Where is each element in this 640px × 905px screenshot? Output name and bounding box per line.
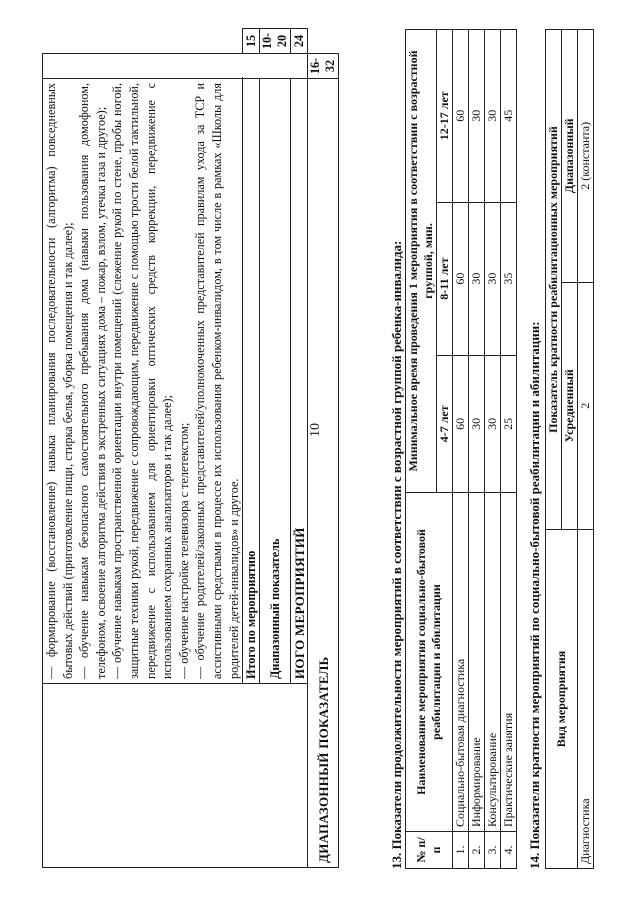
row-num: 1.	[453, 832, 469, 869]
range-total-label: ДИАПАЗОННЫЙ ПОКАЗАТЕЛЬ	[308, 79, 339, 868]
row-name: Консультирование	[485, 493, 501, 832]
total-value: 15	[243, 29, 260, 54]
row-name: Практические занятия	[501, 493, 517, 832]
row-num: 4.	[501, 832, 517, 869]
row-value: 25	[501, 355, 517, 492]
row-num: 3.	[485, 832, 501, 869]
age-group-header: 12-17 лет	[437, 30, 453, 203]
activity-description-cell	[43, 79, 243, 684]
total-activities-label: ИОГО МЕРОПРИЯТИЙ	[291, 54, 308, 684]
col-group-header: Показатель кратности реабилитационных мероприятий	[546, 30, 562, 530]
activity-name-cell	[43, 684, 308, 868]
duration-table	[405, 29, 517, 869]
age-group-header: 8-11 лет	[437, 202, 453, 355]
range-total-value: 16-32	[308, 54, 339, 79]
row-value: 35	[501, 202, 517, 355]
row-value: 30	[485, 30, 501, 203]
row-value: 60	[453, 30, 469, 203]
row-value: 30	[469, 355, 485, 492]
table-row	[469, 30, 485, 869]
section-14-heading: 14. Показатели кратности мероприятий по социально-бытовой реабилитации и абилитации:	[527, 321, 542, 869]
row-value: 30	[485, 202, 501, 355]
row-value: 60	[453, 355, 469, 492]
paragraph-3: — обучение навыкам пространственной ориентации внутри помещений (слежение рукой по стене, пробы ногой, защитные техники рукой, передвижение с сопровождающим, передвижение с помощью трости белой тактильной, передвижение с использованием для ориентировки оптических средств коррекции, передвижение с использованием сохранных анализаторов и так далее);	[110, 83, 175, 679]
age-group-header: 4-7 лет	[437, 355, 453, 492]
table-row	[453, 30, 469, 869]
total-activity-label: Итого по мероприятию	[243, 54, 260, 684]
row-value: 2	[578, 282, 594, 529]
section-13-heading: 13. Показатели продолжительности мероприятий в соответствии с возрастной группой ребенка-инвалида:	[389, 240, 404, 869]
row-value: 60	[453, 202, 469, 355]
col-type-header: Вид мероприятия	[546, 530, 578, 869]
total-value: 10-20	[260, 29, 291, 54]
row-value: 2 (константа)	[578, 30, 594, 283]
row-name: Социально-бытовая диагностика	[453, 493, 469, 832]
row-value: 45	[501, 30, 517, 203]
paragraph-1: — формирование (восстановление) навыка планирования последовательности (алгоритма) повседневных бытовых действий (приготовление пищи, стирка белья, уборка помещения и так далее);	[44, 83, 75, 679]
row-num: 2.	[469, 832, 485, 869]
row-name: Информирование	[469, 493, 485, 832]
rehabilitation-activities-table	[42, 28, 339, 868]
sub-col-header: Диапазонный	[562, 30, 578, 283]
row-name: Диагностика	[578, 530, 594, 869]
multiplicity-table	[545, 29, 594, 869]
paragraph-5: — обучение родителей/законных представителей/уполномоченных представителей правилам ухода за ТСР и ассистивными средствами в процессе их использования ребенком-инвалидом, в том числе в рамках «Школы для родителей детей-инвалидов» и другое.	[193, 83, 241, 679]
row-value: 30	[469, 30, 485, 203]
row-value: 30	[469, 202, 485, 355]
paragraph-4: — обучение настройке телевизора с телетекстом;	[176, 422, 191, 679]
col-num-header: № п/п	[406, 832, 453, 869]
total-value: 24	[291, 29, 308, 54]
col-name-header: Наименование мероприятия социально-бытовой реабилитации и абилитации	[406, 493, 453, 832]
row-value: 30	[485, 355, 501, 492]
paragraph-2: — обучение навыкам безопасного самостоятельного пребывания дома (навыки пользования домофоном, телефоном, освоение алгоритма действия в экстренных ситуациях дома – пожар, взлом, утечка газа и другое);	[77, 83, 108, 679]
page-number: 10	[308, 423, 323, 437]
range-indicator-label: Диапазонный показатель	[260, 54, 291, 684]
sub-col-header: Усредненный	[562, 282, 578, 529]
table-row	[578, 30, 594, 869]
table-row	[501, 30, 517, 869]
col-group-header: Минимальное время проведения 1 мероприятия в соответствии с возрастной группой, мин.	[406, 30, 437, 493]
table-row	[485, 30, 501, 869]
